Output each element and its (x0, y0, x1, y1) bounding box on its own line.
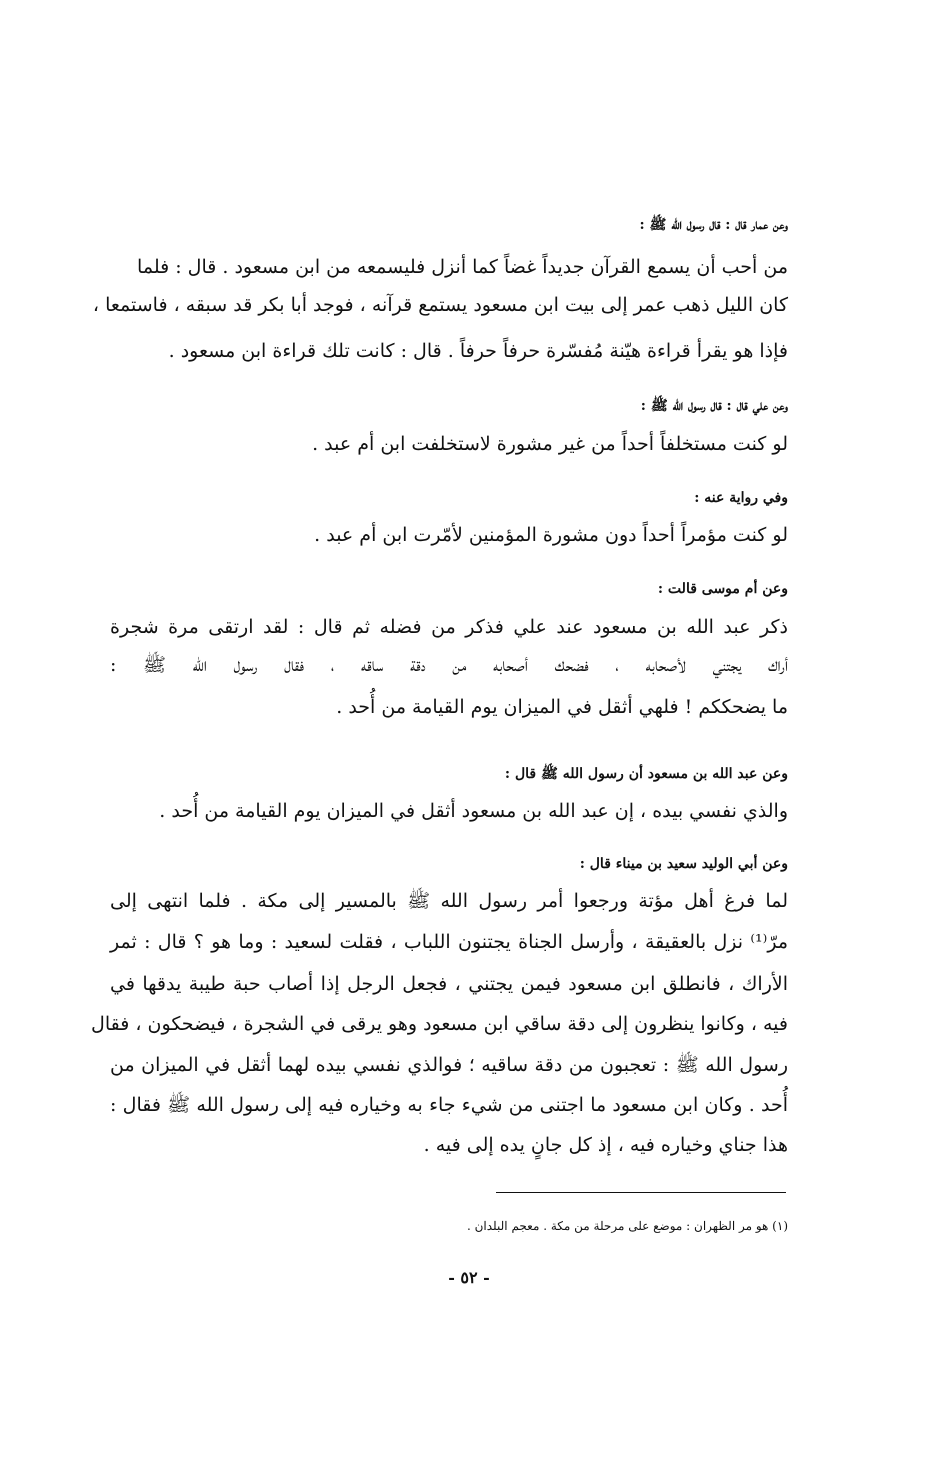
text-line: رسول الله ﷺ : تعجبون من دقة ساقيه ؛ فوالذي نفسي بيده لهما أثقل في الميزان من (110, 1054, 788, 1076)
text-line: كان الليل ذهب عمر إلى بيت ابن مسعود يستمع قرآنه ، فوجد أبا بكر قد سبقه ، فاستمعا ، (92, 294, 788, 316)
text-line: الأراك ، فانطلق ابن مسعود فيمن يجتني ، فجعل الرجل إذا أصاب حبة طيبة يدقها في (110, 973, 788, 995)
narration-intro: وعن أم موسى قالت : (657, 581, 788, 597)
text-line: لو كنت مستخلفاً أحداً من غير مشورة لاستخلفت ابن أم عبد . (312, 433, 788, 455)
text-line: لما فرغ أهل مؤتة ورجعوا أمر رسول الله ﷺ بالمسير إلى مكة . فلما انتهى إلى (110, 890, 788, 912)
narration-intro: وفي رواية عنه : (694, 490, 788, 506)
text-line: هذا جناي وخياره فيه ، إذ كل جانٍ يده إلى فيه . (423, 1134, 788, 1156)
text-line: من أحب أن يسمع القرآن جديداً غضاً كما أنزل فليسمعه من ابن مسعود . قال : فلما (137, 256, 788, 278)
text-line: ما يضحككم ! فلهي أثقل في الميزان يوم القيامة من أُحد . (336, 696, 788, 718)
narration-intro: وعن عمار قال : قال رسول الله ﷺ : (639, 217, 788, 233)
footnote-rule (496, 1192, 786, 1193)
narration-intro: وعن علي قال : قال رسول الله ﷺ : (640, 398, 788, 414)
text-line: فيه ، وكانوا ينظرون إلى دقة ساقي ابن مسعود وهو يرقى في الشجرة ، فيضحكون ، فقال (91, 1013, 788, 1035)
text-line: أراك يجتني لأصحابه ، فضحك أصحابه من دقة ساقه ، فقال رسول الله ﷺ : (110, 654, 788, 676)
narration-intro: وعن أبي الوليد سعيد بن ميناء قال : (579, 856, 788, 872)
text-line: والذي نفسي بيده ، إن عبد الله بن مسعود أثقل في الميزان يوم القيامة من أُحد . (159, 800, 788, 822)
narration-intro: وعن عبد الله بن مسعود أن رسول الله ﷺ قال : (504, 766, 788, 782)
page-number: - ٥٢ - (448, 1268, 490, 1287)
text-line: أُحد . وكان ابن مسعود ما اجتنى من شيء جاء به وخياره فيه إلى رسول الله ﷺ فقال : (110, 1094, 788, 1116)
text-line: مرّ⁽¹⁾ نزل بالعقيقة ، وأرسل الجناة يجتنون اللباب ، فقلت لسعيد : وما هو ؟ قال : ثمر (110, 931, 788, 953)
text-line: ذكر عبد الله بن مسعود عند علي فذكر من فضله ثم قال : لقد ارتقى مرة شجرة (110, 616, 788, 638)
footnote: (١) هو مر الظهران : موضع على مرحلة من مكة . معجم البلدان . (466, 1219, 788, 1233)
text-line: لو كنت مؤمراً أحداً دون مشورة المؤمنين لأمّرت ابن أم عبد . (314, 524, 788, 546)
text-line: فإذا هو يقرأ قراءة هيّنة مُفسّرة حرفاً حرفاً . قال : كانت تلك قراءة ابن مسعود . (168, 340, 788, 362)
